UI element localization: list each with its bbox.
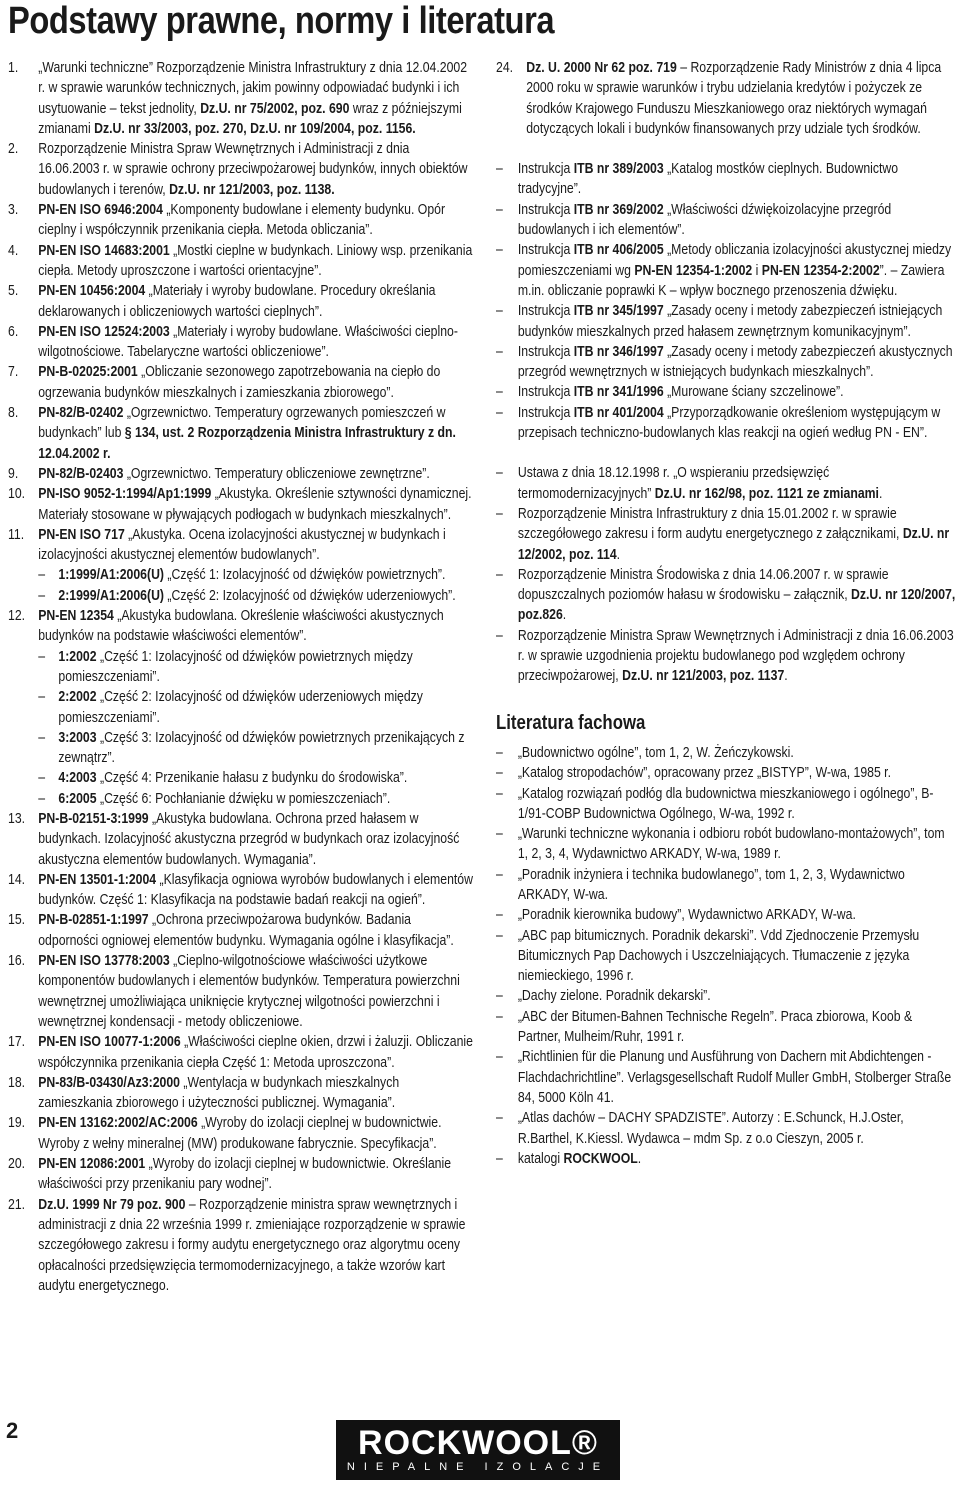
dash-marker: – bbox=[496, 303, 503, 320]
item-number: 11. bbox=[8, 526, 25, 543]
law-item-text: Rozporządzenie Ministra Spraw Wewnętrznych i Administracji z dnia 16.06.2003 r. w sprawie uzgodnienia projektu budowlanego pod względem ochrony przeciwpożarowej, Dz.U. nr 121/2003, poz. 1137. bbox=[517, 627, 954, 685]
dash-marker: – bbox=[496, 343, 503, 360]
literature-item bbox=[496, 763, 956, 783]
logo-tagline: NIEPALNE IZOLACJE bbox=[346, 1461, 610, 1473]
item-text: Dz.U. 1999 Nr 79 poz. 900 – Rozporządzenie ministra spraw wewnętrznych i administracji z dnia 22 września 1999 r. zmieniające rozporządzenie w sprawie szczegółowego zakresu i formy audytu energetycznego oraz algorytmu oceny opłacalności przedsięwzięcia termomodernizacyjnego, a także wzorów kart audytu energetycznego. bbox=[38, 1196, 466, 1294]
reference-item bbox=[8, 606, 473, 647]
item-text: PN-EN 13162:2002/AC:2006 „Wyroby do izolacji cieplnej w budownictwie. Wyroby z wełny mineralnej (MW) produkowane fabrycznie. Specyfikacja”. bbox=[38, 1115, 442, 1152]
dash-marker: – bbox=[496, 1110, 503, 1127]
itb-item-text: Instrukcja ITB nr 345/1997 „Zasady oceny i metody zabezpieczeń istniejących budynków mieszkalnych przed hałasem zewnętrznym komunikacyjnym”. bbox=[517, 303, 943, 340]
dash-marker: – bbox=[496, 765, 503, 782]
item-number: 7. bbox=[8, 364, 19, 381]
reference-item bbox=[8, 1073, 473, 1114]
dash-marker: – bbox=[496, 242, 503, 259]
reference-item bbox=[8, 809, 473, 870]
literature-item-text: „Richtlinien für die Planung und Ausführung von Dachern mit Abdichtengen - Flachdachrichtline”. Verlagsgesellschaft Rudolf Muller GmbH, Stolberger Straße 84, 5000 Köln 41. bbox=[517, 1049, 952, 1106]
itb-item bbox=[496, 342, 956, 383]
item-number: 8. bbox=[8, 405, 19, 422]
literature-item-text: „Poradnik kierownika budowy”, Wydawnictwo ARKADY, W-wa. bbox=[517, 907, 856, 924]
item-number: 6. bbox=[8, 323, 19, 340]
item-number: 18. bbox=[8, 1074, 26, 1091]
reference-item bbox=[8, 1195, 473, 1296]
literature-item-text: „Budownictwo ogólne”, tom 1, 2, W. Żeńczykowski. bbox=[517, 744, 794, 761]
dash-marker: – bbox=[496, 384, 503, 401]
dash-marker: – bbox=[496, 988, 503, 1005]
sub-item-text: 1:1999/A1:2006(U) „Część 1: Izolacyjność od dźwięków powietrznych”. bbox=[58, 567, 446, 584]
dash-marker: – bbox=[496, 907, 503, 924]
sub-item-text: 3:2003 „Część 3: Izolacyjność od dźwięków powietrznych przenikających z zewnątrz”. bbox=[58, 729, 465, 767]
item-text: PN-EN ISO 13778:2003 „Cieplno-wilgotnościowe właściwości użytkowe komponentów budowlanych i elementów budynków. Temperatura powierzchni wewnętrznej umożliwiająca uniknięcie krytycznej wilgotności powierzchni i wewnętrznej kondensacji - metody obliczeniowe. bbox=[38, 953, 460, 1030]
reference-item bbox=[8, 870, 473, 911]
dash-marker: – bbox=[496, 1049, 503, 1066]
law-item bbox=[496, 463, 956, 504]
item-text: PN-EN ISO 12524:2003 „Materiały i wyroby budowlane. Właściwości cieplno-wilgotnościowe. Tabelaryczne wartości obliczeniowe”. bbox=[38, 323, 458, 361]
item-number: 2. bbox=[8, 141, 19, 158]
sub-item bbox=[38, 789, 473, 809]
literature-item bbox=[496, 865, 956, 906]
item-text: PN-EN ISO 717 „Akustyka. Ocena izolacyjności akustycznej w budynkach i izolacyjności akustycznej elementów budowlanych”. bbox=[38, 526, 446, 564]
dash-marker: – bbox=[496, 465, 503, 482]
itb-item-text: Instrukcja ITB nr 406/2005 „Metody obliczania izolacyjności akustycznej miedzy pomieszczeniami wg PN-EN 12354-1:2002 i PN-EN 12354-2:2002”. – Zawiera m.in. obliczanie poprawki K – wpływ bocznego przenoszenia dźwięku. bbox=[517, 242, 952, 299]
sub-item bbox=[38, 687, 473, 728]
dash-marker: – bbox=[496, 201, 503, 218]
page-title: Podstawy prawne, normy i literatura bbox=[8, 0, 555, 42]
item-text: PN-83/B-03430/Az3:2000 „Wentylacja w budynkach mieszkalnych zamieszkania zbiorowego i użyteczności publicznej. Wymagania”. bbox=[38, 1074, 400, 1112]
item-text: PN-B-02851-1:1997 „Ochrona przeciwpożarowa budynków. Badania odporności ogniowej elementów budynku. Wymagania ogólne i klasyfikacja”. bbox=[38, 912, 454, 949]
dash-marker: – bbox=[496, 927, 503, 944]
literature-item-text: katalogi ROCKWOOL. bbox=[517, 1150, 642, 1167]
dash-marker: – bbox=[496, 566, 503, 583]
sub-item-text: 6:2005 „Część 6: Pochłanianie dźwięku w pomieszczeniach”. bbox=[58, 790, 391, 807]
literature-item-text: „Dachy zielone. Poradnik dekarski”. bbox=[517, 988, 711, 1005]
item-number: 9. bbox=[8, 465, 19, 482]
dash-marker: – bbox=[496, 744, 503, 761]
item-number: 12. bbox=[8, 608, 26, 625]
sub-item bbox=[38, 647, 473, 688]
reference-item bbox=[8, 484, 473, 525]
dash-marker: – bbox=[38, 587, 46, 604]
sub-item bbox=[38, 768, 473, 788]
item-number: 19. bbox=[8, 1115, 26, 1132]
sub-item-text: 4:2003 „Część 4: Przenikanie hałasu z budynku do środowiska”. bbox=[58, 770, 408, 787]
left-column bbox=[8, 58, 473, 1296]
item-text: PN-ISO 9052-1:1994/Ap1:1999 „Akustyka. Określenie sztywności dynamicznej. Materiały stosowane w pływających podłogach w budynkach mieszkalnych”. bbox=[38, 486, 472, 523]
dash-marker: – bbox=[38, 729, 46, 746]
item-text: PN-EN ISO 14683:2001 „Mostki cieplne w budynkach. Liniowy wsp. przenikania ciepła. Metody uproszczone i wartości orientacyjne”. bbox=[38, 242, 473, 279]
law-item bbox=[496, 626, 956, 687]
item-text: PN-EN 10456:2004 „Materiały i wyroby budowlane. Procedury określania deklarowanych i obliczeniowych wartości cieplnych”. bbox=[38, 283, 436, 320]
reference-item bbox=[8, 1154, 473, 1195]
law-item bbox=[496, 565, 956, 626]
literature-item-text: „ABC pap bitumicznych. Poradnik dekarski”. Vdd Zjednoczenie Przemysłu Bitumicznych Pap Dachowych i Uszczelniających. Tłumaczenie z języka niemieckiego, 1996 r. bbox=[517, 927, 920, 985]
item-number: 20. bbox=[8, 1156, 26, 1173]
law-item bbox=[496, 504, 956, 565]
literature-item-text: „Katalog stropodachów”, opracowany przez „BISTYP”, W-wa, 1985 r. bbox=[517, 765, 891, 782]
sub-item bbox=[38, 728, 473, 769]
literature-item bbox=[496, 1149, 956, 1169]
item-number: 15. bbox=[8, 912, 26, 929]
itb-item bbox=[496, 159, 956, 200]
reference-item bbox=[8, 951, 473, 1032]
item-text: Rozporządzenie Ministra Spraw Wewnętrznych i Administracji z dnia 16.06.2003 r. w sprawie ochrony przeciwpożarowej budynków, innych obiektów budowlanych i terenów, Dz.U. nr 121/2003, poz. 1138. bbox=[38, 141, 468, 198]
dash-marker: – bbox=[496, 161, 503, 178]
item-number: 5. bbox=[8, 283, 19, 300]
sub-item-text: 1:2002 „Część 1: Izolacyjność od dźwięków powietrznych między pomieszczeniami”. bbox=[58, 648, 413, 685]
itb-item bbox=[496, 200, 956, 241]
item-text: PN-82/B-02403 „Ogrzewnictwo. Temperatury obliczeniowe zewnętrzne”. bbox=[38, 465, 430, 482]
literature-list bbox=[496, 743, 956, 1169]
literature-item-text: „Atlas dachów – DACHY SPADZISTE”. Autorzy : E.Schunck, H.J.Oster, R.Barthel, K.Kiessl. Wydawca – mdm Sp. z o.o Cieszyn, 2005 r. bbox=[517, 1110, 904, 1147]
itb-item-text: Instrukcja ITB nr 389/2003 „Katalog mostków cieplnych. Budownictwo tradycyjne”. bbox=[517, 161, 899, 198]
rockwool-logo bbox=[336, 1420, 620, 1480]
dash-marker: – bbox=[496, 1150, 503, 1167]
literature-item-text: „Katalog rozwiązań podłóg dla budownictwa mieszkaniowego i ogólnego”, B-1/91-COBP Budownictwa Ogólnego, W-wa, 1992 r. bbox=[517, 785, 934, 822]
item-number: 14. bbox=[8, 871, 26, 888]
item-text: Dz. U. 2000 Nr 62 poz. 719 – Rozporządzenie Rady Ministrów z dnia 4 lipca 2000 roku w sprawie warunków i trybu udzielania kredytów i pożyczek ze środków Krajowego Funduszu Mieszkaniowego oraz niektórych wymagań dotyczących lokali i budynków finansowanych przy udziale tych środków. bbox=[526, 60, 942, 137]
sub-item-text: 2:2002 „Część 2: Izolacyjność od dźwięków uderzeniowych między pomieszczeniami”. bbox=[58, 689, 423, 726]
itb-item-text: Instrukcja ITB nr 341/1996 „Murowane ściany szczelinowe”. bbox=[517, 384, 844, 401]
item-number: 17. bbox=[8, 1034, 26, 1051]
reference-item bbox=[8, 58, 473, 139]
item-text: PN-EN 12086:2001 „Wyroby do izolacji cieplnej w budownictwie. Określanie właściwości przy przenikaniu pary wodnej”. bbox=[38, 1156, 452, 1193]
sub-item bbox=[38, 586, 473, 606]
literature-item bbox=[496, 1007, 956, 1048]
item-text: PN-82/B-02402 „Ogrzewnictwo. Temperatury ogrzewanych pomieszczeń w budynkach” lub § 134, ust. 2 Rozporządzenia Ministra Infrastruktury z dn. 12.04.2002 r. bbox=[38, 405, 456, 462]
dash-marker: – bbox=[496, 627, 503, 644]
item-text: PN-B-02151-3:1999 „Akustyka budowlana. Ochrona przed hałasem w budynkach. Izolacyjność akustyczna przegród w budynkach oraz izolacyjność akustyczna elementów budowlanych. Wymagania”. bbox=[38, 810, 460, 868]
item-number: 3. bbox=[8, 202, 19, 219]
literature-item bbox=[496, 905, 956, 925]
dash-marker: – bbox=[496, 785, 503, 802]
item-number: 10. bbox=[8, 486, 26, 503]
dash-marker: – bbox=[496, 866, 503, 883]
reference-item bbox=[8, 1032, 473, 1073]
dash-marker: – bbox=[38, 770, 46, 787]
sub-item bbox=[38, 565, 473, 585]
item-number: 21. bbox=[8, 1196, 26, 1213]
reference-item bbox=[8, 910, 473, 951]
literature-item bbox=[496, 784, 956, 825]
literature-item bbox=[496, 824, 956, 865]
reference-item bbox=[8, 362, 473, 403]
reference-item bbox=[8, 322, 473, 363]
itb-item-text: Instrukcja ITB nr 346/1997 „Zasady oceny i metody zabezpieczeń akustycznych przegród wewnętrznych w istniejących budynkach mieszkalnych”. bbox=[517, 343, 953, 381]
item-number: 24. bbox=[496, 60, 514, 76]
sub-item-text: 2:1999/A1:2006(U) „Część 2: Izolacyjność od dźwięków uderzeniowych”. bbox=[58, 587, 456, 604]
literature-item bbox=[496, 1108, 956, 1149]
logo-wordmark: ROCKWOOL® bbox=[358, 1424, 598, 1462]
dash-marker: – bbox=[496, 404, 503, 421]
literature-item bbox=[496, 926, 956, 987]
literature-item bbox=[496, 1047, 956, 1108]
law-item-text: Rozporządzenie Ministra Infrastruktury z dnia 15.01.2002 r. w sprawie szczegółowego zakresu i form audytu energetycznego z załącznikami, Dz.U. nr 12/2002, poz. 114. bbox=[517, 505, 950, 563]
itb-item-text: Instrukcja ITB nr 401/2004 „Przyporządkowanie określeniom występującym w przepisach techniczno-budowlanych klas reakcji na ogień według PN - EN”. bbox=[517, 404, 941, 442]
literature-item-text: „Poradnik inżyniera i technika budowlanego”, tom 1, 2, 3, Wydawnictwo ARKADY, W-wa. bbox=[517, 866, 905, 903]
dash-marker: – bbox=[496, 1008, 503, 1025]
literature-item-text: „Warunki techniczne wykonania i odbioru robót budowlano-montażowych”, tom 1, 2, 3, 4, Wydawnictwo ARKADY, W-wa, 1989 r. bbox=[517, 826, 945, 863]
itb-list bbox=[496, 159, 956, 443]
item-text: PN-EN 13501-1:2004 „Klasyfikacja ogniowa wyrobów budowlanych i elementów budynków. Część 1: Klasyfikacja na podstawie badań reakcji na ogień”. bbox=[38, 871, 473, 909]
itb-item-text: Instrukcja ITB nr 369/2002 „Właściwości dźwiękoizolacyjne przegród budowlanych i ich elementów”. bbox=[517, 201, 892, 239]
law-item-text: Rozporządzenie Ministra Środowiska z dnia 14.06.2007 r. w sprawie dopuszczalnych poziomów hałasu w środowisku – załącznik, Dz.U. nr 120/2007, poz.826. bbox=[517, 566, 956, 624]
reference-item bbox=[8, 525, 473, 566]
itb-item bbox=[496, 240, 956, 301]
reference-item bbox=[8, 139, 473, 200]
item-number: 4. bbox=[8, 242, 19, 259]
right-column bbox=[496, 58, 956, 1169]
page-number: 2 bbox=[6, 1418, 19, 1443]
dash-marker: – bbox=[38, 648, 46, 665]
dash-marker: – bbox=[496, 826, 503, 843]
reference-item bbox=[8, 403, 473, 464]
literature-item-text: „ABC der Bitumen-Bahnen Technische Regeln”. Praca zbiorowa, Koob & Partner, Mulheim/Ruhr, 1991 r. bbox=[517, 1008, 913, 1046]
item-text: PN-EN ISO 6946:2004 „Komponenty budowlane i elementy budynku. Opór cieplny i współczynnik przenikania ciepła. Metoda obliczania”. bbox=[38, 202, 446, 239]
item-text: PN-B-02025:2001 „Obliczanie sezonowego zapotrzebowania na ciepło do ogrzewania budynków mieszkalnych i zamieszkania zbiorowego”. bbox=[38, 364, 441, 401]
law-list bbox=[496, 463, 956, 686]
reference-item bbox=[8, 200, 473, 241]
reference-item bbox=[8, 464, 473, 484]
literature-item bbox=[496, 743, 956, 763]
itb-item bbox=[496, 301, 956, 342]
reference-item bbox=[8, 1113, 473, 1154]
dash-marker: – bbox=[38, 567, 46, 584]
itb-item bbox=[496, 382, 956, 402]
item-number: 16. bbox=[8, 953, 26, 970]
item-number: 1. bbox=[8, 60, 19, 76]
item-text: PN-EN 12354 „Akustyka budowlana. Określenie właściwości akustycznych budynków na podstawie właściwości elementów”. bbox=[38, 608, 444, 645]
reference-item bbox=[8, 241, 473, 282]
reference-item bbox=[496, 58, 956, 139]
law-item-text: Ustawa z dnia 18.12.1998 r. „O wspieraniu przedsięwzięć termomodernizacyjnych” Dz.U. nr 162/98, poz. 1121 ze zmianami. bbox=[517, 465, 883, 502]
dash-marker: – bbox=[38, 689, 46, 706]
item-text: PN-EN ISO 10077-1:2006 „Właściwości cieplne okien, drzwi i żaluzji. Obliczanie współczynnika przenikania ciepła Część 1: Metoda uproszczona”. bbox=[38, 1034, 473, 1071]
literature-item bbox=[496, 986, 956, 1006]
reference-item bbox=[8, 281, 473, 322]
dash-marker: – bbox=[38, 790, 46, 807]
literature-heading: Literatura fachowa bbox=[496, 711, 646, 734]
item-text: „Warunki techniczne” Rozporządzenie Ministra Infrastruktury z dnia 12.04.2002 r. w sprawie warunków technicznych, jakim powinny odpowiadać budynki i ich usytuowanie – tekst jednolity, Dz.U. nr 75/2002, poz. 690 wraz z późniejszymi zmianami Dz.U. nr 33/2003, poz. 270, Dz.U. nr 109/2004, poz. 1156. bbox=[38, 60, 468, 137]
item-number: 13. bbox=[8, 810, 26, 827]
itb-item bbox=[496, 403, 956, 444]
dash-marker: – bbox=[496, 505, 503, 522]
